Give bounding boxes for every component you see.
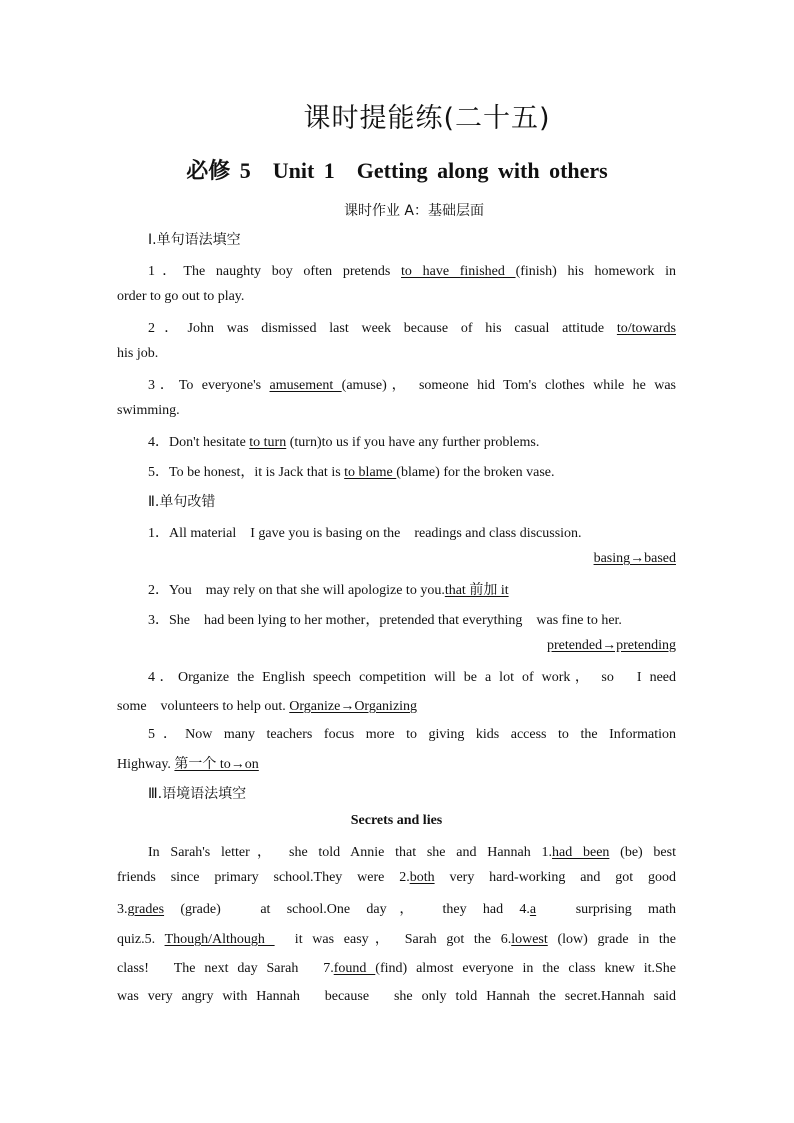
part1-q3-line2: swimming. — [117, 403, 180, 418]
part2-q4-line1: 4．Organize the English speech competition will be a lot of work， so I need — [148, 670, 676, 685]
page-subtitle: 必修 5 Unit 1 Getting along with others — [186, 158, 608, 183]
answer: a — [529, 902, 537, 917]
answer: to have finished — [401, 264, 516, 279]
passage-title: Secrets and lies — [350, 813, 443, 828]
passage-line-6: was very angry with Hannah because she only told Hannah the secret.Hannah said — [117, 989, 676, 1004]
answer: basing→based — [593, 551, 676, 566]
part2-q5-line1: 5．Now many teachers focus more to giving kids access to the Information — [148, 727, 676, 742]
answer: to/towards — [616, 321, 676, 336]
part2-q2: 2．You may rely on that she will apologize to you.that 前加 it — [148, 583, 509, 598]
answer: pretended→pretending — [546, 638, 676, 653]
answer: had been — [552, 845, 610, 860]
passage-line-3: 3.grades (grade) at school.One day， they had 4.a surprising math — [117, 902, 676, 917]
part1-q1-line2: order to go out to play. — [117, 289, 245, 304]
passage-line-2: friends since primary school.They were 2.both very hard-working and got good — [117, 870, 676, 885]
part1-q3-line1: 3．To everyone's amusement (amuse)， someone hid Tom's clothes while he was — [148, 378, 676, 393]
part2-q1-answer-line — [117, 551, 676, 567]
answer: both — [409, 870, 435, 885]
answer: that 前加 it — [444, 583, 509, 598]
answer: Organize→Organizing — [289, 699, 418, 714]
answer: amusement — [269, 378, 342, 393]
part3-heading: Ⅲ.语境语法填空 — [148, 786, 247, 802]
part1-q4: 4．Don't hesitate to turn (turn)to us if you have any further problems. — [148, 435, 540, 450]
part2-q1: 1．All material I gave you is basing on the readings and class discussion. — [148, 526, 582, 541]
part1-q1-line1: 1．The naughty boy often pretends to have finished (finish) his homework in — [148, 264, 677, 279]
part2-q5-line2: Highway. 第一个 to→on — [117, 757, 259, 772]
passage-line-4: quiz.5. Though/Although it was easy， Sarah got the 6.lowest (low) grade in the — [117, 932, 676, 947]
answer: Though/Although — [164, 932, 275, 947]
part1-q5: 5．To be honest，it is Jack that is to blame (blame) for the broken vase. — [148, 465, 555, 480]
part2-q3-answer-line — [117, 638, 676, 654]
part1-q2-line2: his job. — [117, 346, 159, 361]
answer: lowest — [511, 932, 548, 947]
answer: to blame — [344, 465, 397, 480]
part1-q2-line1: 2．John was dismissed last week because of his casual attitude to/towards — [148, 321, 676, 336]
answer: grades — [127, 902, 165, 917]
answer: found — [333, 961, 376, 976]
passage-line-5: class! The next day Sarah 7.found (find) almost everyone in the class knew it.She — [117, 961, 676, 976]
passage-line-1: In Sarah's letter， she told Annie that she and Hannah 1.had been (be) best — [148, 845, 676, 860]
part2-heading: Ⅱ.单句改错 — [148, 494, 216, 510]
part2-q4-line2: some volunteers to help out. Organize→Organizing — [117, 699, 418, 714]
answer: to turn — [249, 435, 287, 450]
section-label: 课时作业 A：基础层面 — [343, 203, 485, 219]
part2-q3: 3．She had been lying to her mother，pretended that everything was fine to her. — [148, 613, 622, 628]
answer: 第一个 to→on — [174, 757, 259, 772]
page-title: 课时提能练(二十五) — [303, 103, 551, 134]
part1-heading: Ⅰ.单句语法填空 — [148, 232, 241, 248]
